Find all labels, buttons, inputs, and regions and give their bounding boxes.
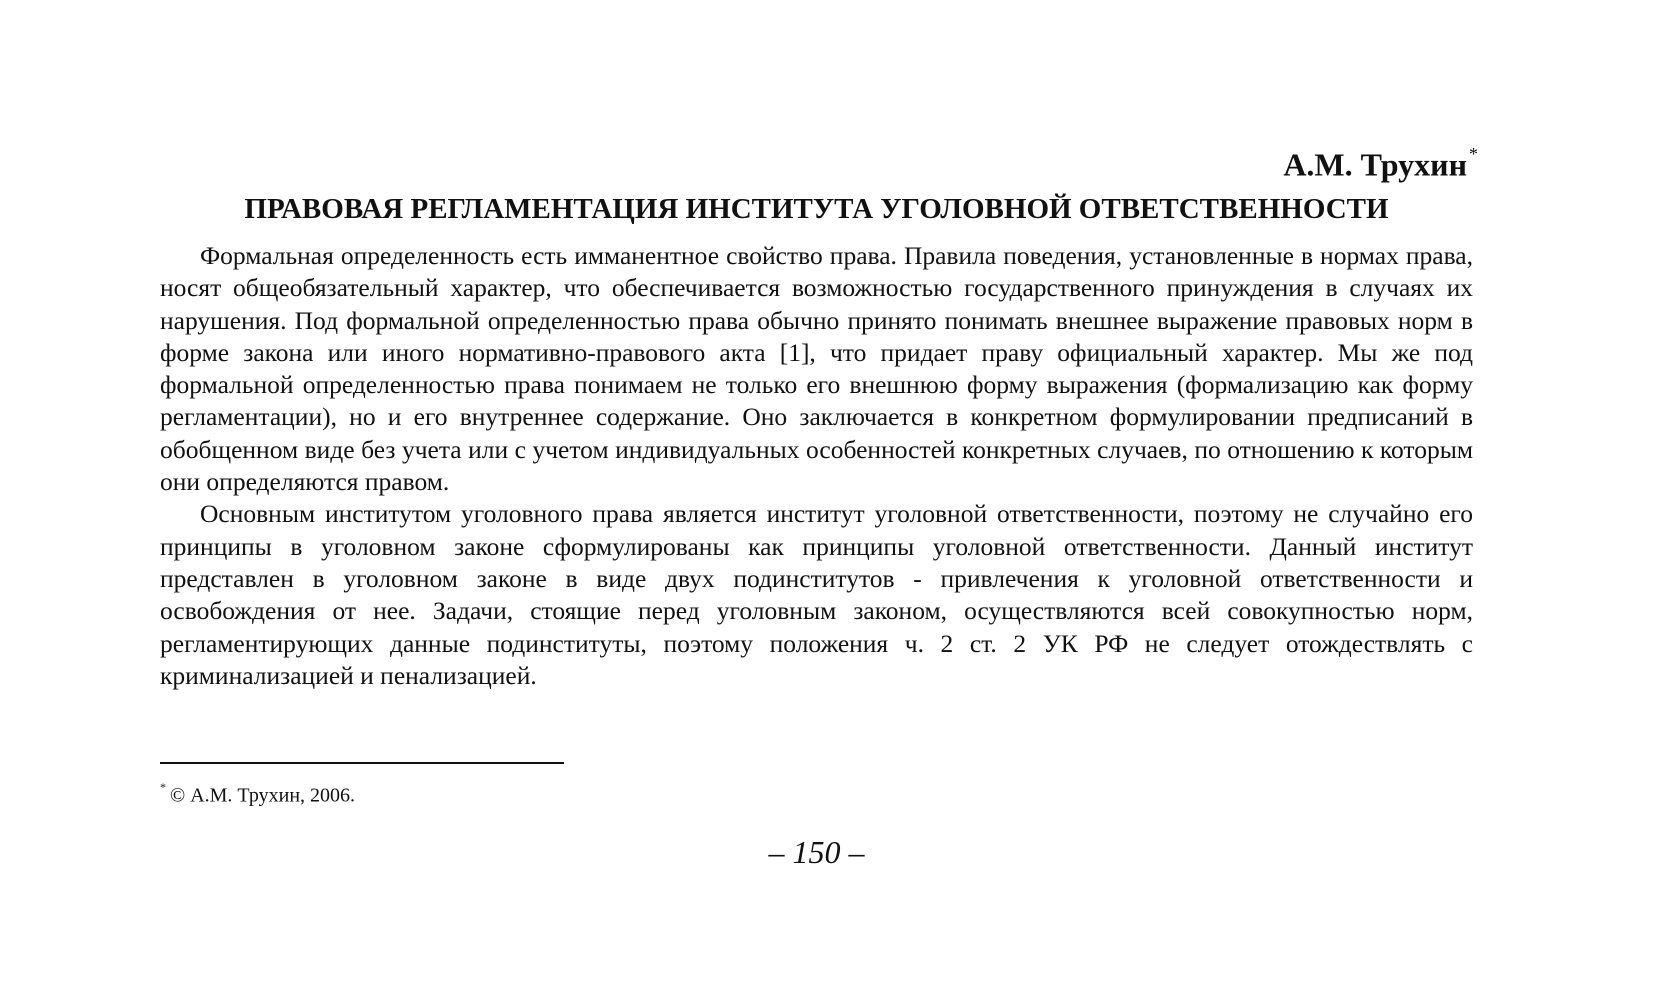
author-name-text: А.М. Трухин [1283,146,1467,183]
paragraph-1: Формальная определенность есть имманентное свойство права. Правила поведения, установленные в нормах права, носят общеобязательный характер, что обеспечивается возможностью государственного принуждения в случаях их нарушения. Под формальной определенностью права обычно принято понимать внешнее выражение правовых норм в форме закона или иного нормативно-правового акта [1], что придает праву официальный характер. Мы же под формальной определенностью права понимаем не только его внешнюю форму выражения (формализацию как форму регламентации), но и его внутреннее содержание. Оно заключается в конкретном формулировании предписаний в обобщенном виде без учета или с учетом индивидуальных особенностей конкретных случаев, по отношению к которым они определяются правом. [160,241,1473,497]
page-number: – 150 – [768,834,865,870]
author-name [1283,138,1478,185]
footnote-mark: * [160,780,166,794]
footnote [160,777,355,809]
footnote-text: © А.М. Трухин, 2006. [170,784,356,807]
article-title: ПРАВОВАЯ РЕГЛАМЕНТАЦИЯ ИНСТИТУТА УГОЛОВНОЙ ОТВЕТСТВЕННОСТИ [244,193,1389,225]
article-body [160,240,1473,692]
author-footnote-mark: * [1469,144,1478,164]
paragraph-2: Основным институтом уголовного права является институт уголовной ответственности, поэтому не случайно его принципы в уголовном законе сформулированы как принципы уголовной ответственности. Данный институт представлен в уголовном законе в виде двух подинститутов - привлечения к уголовной ответственности и освобождения от нее. Задачи, стоящие перед уголовным законом, осуществляются всей совокупностью норм, регламентирующих данные подинституты, поэтому положения ч. 2 ст. 2 УК РФ не следует отождествлять с криминализацией и пенализацией. [160,499,1473,690]
footnote-divider [160,762,564,764]
